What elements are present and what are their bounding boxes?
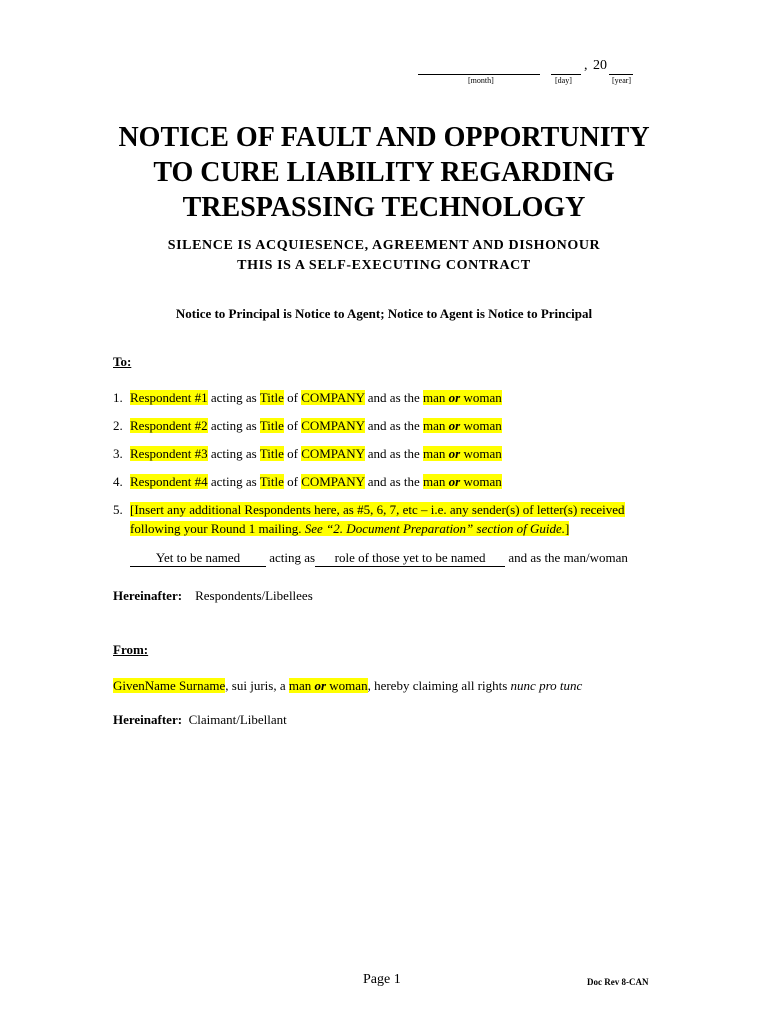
as-the-text: and as the [367, 390, 420, 405]
man-or-woman: man or woman [288, 678, 368, 693]
acting-as-text: acting as [210, 446, 257, 461]
yet-to-be-named-line [130, 550, 628, 567]
role-field: role of those yet to be named [315, 550, 505, 567]
respondent-company: COMPANY [301, 446, 365, 461]
document-title [60, 120, 708, 225]
to-heading: To: [113, 354, 132, 369]
day-blank [551, 74, 581, 75]
yet-to-be-named-field: Yet to be named [130, 550, 266, 567]
claiming-rights-text: , hereby claiming all rights [367, 678, 511, 693]
acting-as-text: acting as [269, 550, 316, 565]
subtitle-line-1: SILENCE IS ACQUIESENCE, AGREEMENT AND DISHONOUR [167, 238, 601, 253]
of-text: of [287, 474, 298, 489]
date-century: 20 [593, 58, 607, 73]
month-label: [month] [468, 76, 494, 85]
title-line-1: NOTICE OF FAULT AND OPPORTUNITY [118, 122, 650, 153]
subtitle-line-2: THIS IS A SELF-EXECUTING CONTRACT [237, 258, 531, 273]
man-or-woman: man or woman [423, 474, 502, 489]
hereinafter-value: Respondents/Libellees [195, 588, 313, 603]
respondent-item-5-cont [130, 521, 569, 537]
nunc-pro-tunc: nunc pro tunc [510, 678, 583, 693]
bracket-close: ] [564, 521, 570, 536]
man-or-woman: man or woman [423, 418, 502, 433]
item-number: 5. [113, 502, 123, 517]
title-line-3: TRESPASSING TECHNOLOGY [182, 192, 586, 223]
hereinafter-respondents [113, 588, 313, 604]
guide-reference: See “2. Document Preparation” section of Guide. [304, 521, 565, 536]
round1-text: following your Round 1 mailing. [130, 521, 305, 536]
acting-as-text: acting as [210, 474, 257, 489]
man-or-woman: man or woman [423, 446, 502, 461]
as-the-text: and as the [367, 418, 420, 433]
hereinafter-label: Hereinafter: [113, 712, 183, 727]
of-text: of [287, 446, 298, 461]
date-comma: , [584, 58, 588, 73]
hereinafter-claimant [113, 712, 287, 728]
page-number: Page 1 [363, 972, 401, 987]
respondent-item [113, 418, 502, 434]
respondent-item [113, 446, 502, 462]
item-number: 2. [113, 418, 123, 433]
respondent-title: Title [259, 390, 284, 405]
acting-as-text: acting as [210, 390, 257, 405]
respondent-title: Title [259, 474, 284, 489]
respondent-item [113, 390, 502, 406]
item-number: 1. [113, 390, 123, 405]
claimant-name: GivenName Surname [113, 678, 226, 693]
item-number: 3. [113, 446, 123, 461]
from-line [113, 678, 582, 694]
respondent-item-5 [113, 502, 625, 518]
respondent-company: COMPANY [301, 390, 365, 405]
man-woman-text: and as the man/woman [508, 550, 628, 565]
doc-revision: Doc Rev 8-CAN [587, 977, 649, 987]
respondent-company: COMPANY [301, 474, 365, 489]
of-text: of [287, 418, 298, 433]
respondent-name: Respondent #4 [130, 474, 208, 489]
month-blank [418, 74, 540, 75]
of-text: of [287, 390, 298, 405]
respondent-item [113, 474, 502, 490]
hereinafter-label: Hereinafter: [113, 588, 183, 603]
as-the-text: and as the [367, 446, 420, 461]
title-line-2: TO CURE LIABILITY REGARDING [153, 157, 615, 188]
respondent-name: Respondent #2 [130, 418, 208, 433]
insert-respondents-instruction: [Insert any additional Respondents here, as #5, 6, 7, etc – i.e. any sender(s) of letter(s) received [130, 502, 625, 517]
acting-as-text: acting as [210, 418, 257, 433]
respondent-name: Respondent #1 [130, 390, 208, 405]
hereinafter-value: Claimant/Libellant [188, 712, 287, 727]
respondent-title: Title [259, 418, 284, 433]
respondent-title: Title [259, 446, 284, 461]
principal-agent-notice: Notice to Principal is Notice to Agent; Notice to Agent is Notice to Principal [175, 306, 593, 321]
as-the-text: and as the [367, 474, 420, 489]
year-blank [609, 74, 633, 75]
item-number: 4. [113, 474, 123, 489]
sui-juris-text: , sui juris, a [225, 678, 289, 693]
day-label: [day] [555, 76, 572, 85]
from-heading: From: [113, 642, 149, 657]
man-or-woman: man or woman [423, 390, 502, 405]
year-label: [year] [612, 76, 632, 85]
respondent-name: Respondent #3 [130, 446, 208, 461]
respondent-company: COMPANY [301, 418, 365, 433]
